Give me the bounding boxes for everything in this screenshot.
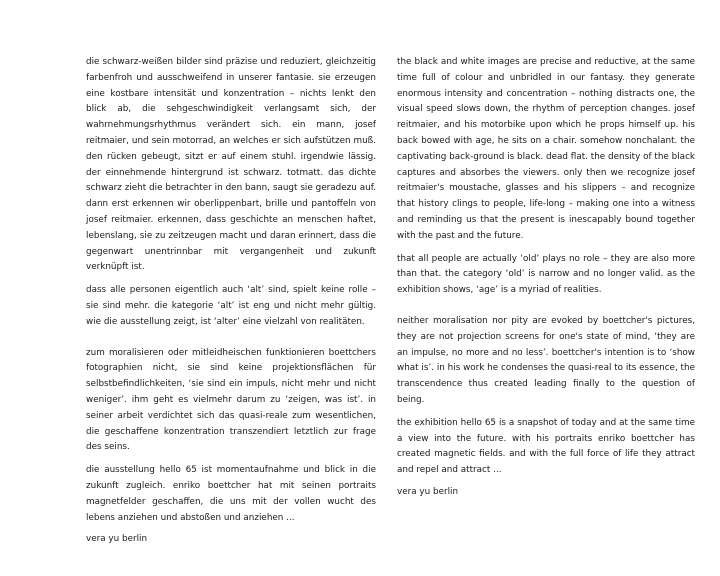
- english-signature: vera yu berlin: [397, 486, 459, 497]
- english-paragraph-4: the exhibition hello 65 is a snapshot of today and at the same time a view into the future. with his portraits enriko boettcher has created magnetic fields. and with the full force of life they attract and repel and attract ...: [397, 417, 695, 476]
- english-paragraph-2: that all people are actually ‘old’ plays no role – they are also more than that. the category ‘old’ is narrow and no longer valid. as the exhibition shows, ‘age’ is a myriad of realities.: [397, 253, 695, 296]
- german-column: [86, 55, 376, 548]
- german-signature: vera yu berlin: [86, 534, 148, 545]
- english-paragraph-3: neither moralisation nor pity are evoked by boettcher's pictures, they are not projection screens for one's state of mind, ‘they are an impulse, no more and no less’. boettcher's intention is to ‘show what is’. in his work he condenses the quasi-real to its essence, the transcendence thus created leading finally to the question of being.: [397, 315, 695, 405]
- german-paragraph-3: zum moralisieren oder mitleidheischen funktionieren boettchers fotographien nicht, sie sind keine projektionsflächen für selbstbefindlichkeiten, ‘sie sind ein impuls, nicht mehr und nicht weniger’. ihm geht es vielmehr darum zu ‘zeigen, was ist’. in seiner arbeit verdichtet sich das quasi-reale zum wesentlichen, die geschaffene konzentration transzendiert letztlich zur frage des seins.: [86, 347, 376, 453]
- german-paragraph-4: die ausstellung hello 65 ist momentaufnahme und blick in die zukunft zugleich. enriko boettcher hat mit seinen portraits magnetfelder geschaffen, die uns mit der vollen wucht des lebens anziehen und abstoßen und anziehen ...: [86, 465, 376, 523]
- english-column: [397, 55, 695, 501]
- german-paragraph-2: dass alle personen eigentlich auch ‘alt’ sind, spielt keine rolle – sie sind mehr. die kategorie ‘alt’ ist eng und nicht mehr gültig. wie die ausstellung zeigt, ist ‘alter’ eine vielzahl von realitäten.: [86, 285, 376, 327]
- english-paragraph-1: the black and white images are precise and reductive, at the same time full of colour and unbridled in our fantasy. they generate enormous intensity and concentration – nothing distracts one, the visual speed slows down, the rhythm of perception changes. josef reitmaier, and his motorbike upon which he props himself up. his back bowed with age, he sits on a chair. somehow nonchalant. the captivating back-ground is black. dead flat. the density of the black captures and absorbes the viewers. only then we recognize josef reitmaier's moustache, glasses and his slippers – and recognize that history clings to people, life-long – making one into a witness and reminding us that the present is inescapably bound together with the past and the future.: [397, 57, 695, 241]
- german-paragraph-1: die schwarz-weißen bilder sind präzise und reduziert, gleichzeitig farbenfroh und ausschweifend in unserer fantasie. sie erzeugen eine kostbare intensität und konzentration – nichts lenkt den blick ab, die sehgeschwindigkeit verlangsamt sich, der wahrnehmungsrhythmus verändert sich. ein mann, josef reitmaier, und sein motorrad, an welches er sich aufstützen muß. den rücken gebeugt, sitzt er auf einem stuhl. irgendwie lässig. der einnehmende hintergrund ist schwarz. totmatt. das dichte schwarz zieht die betrachter in den bann, saugt sie geradezu auf. dann erst erkennen wir oberlippenbart, brille und pantoffeln von josef reitmaier. erkennen, dass geschichte an menschen haftet, lebenslang, sie zu zeitzeugen macht und daran erinnert, dass die gegenwart unentrinnbar mit vergangenheit und zukunft verknüpft ist.: [86, 57, 376, 273]
